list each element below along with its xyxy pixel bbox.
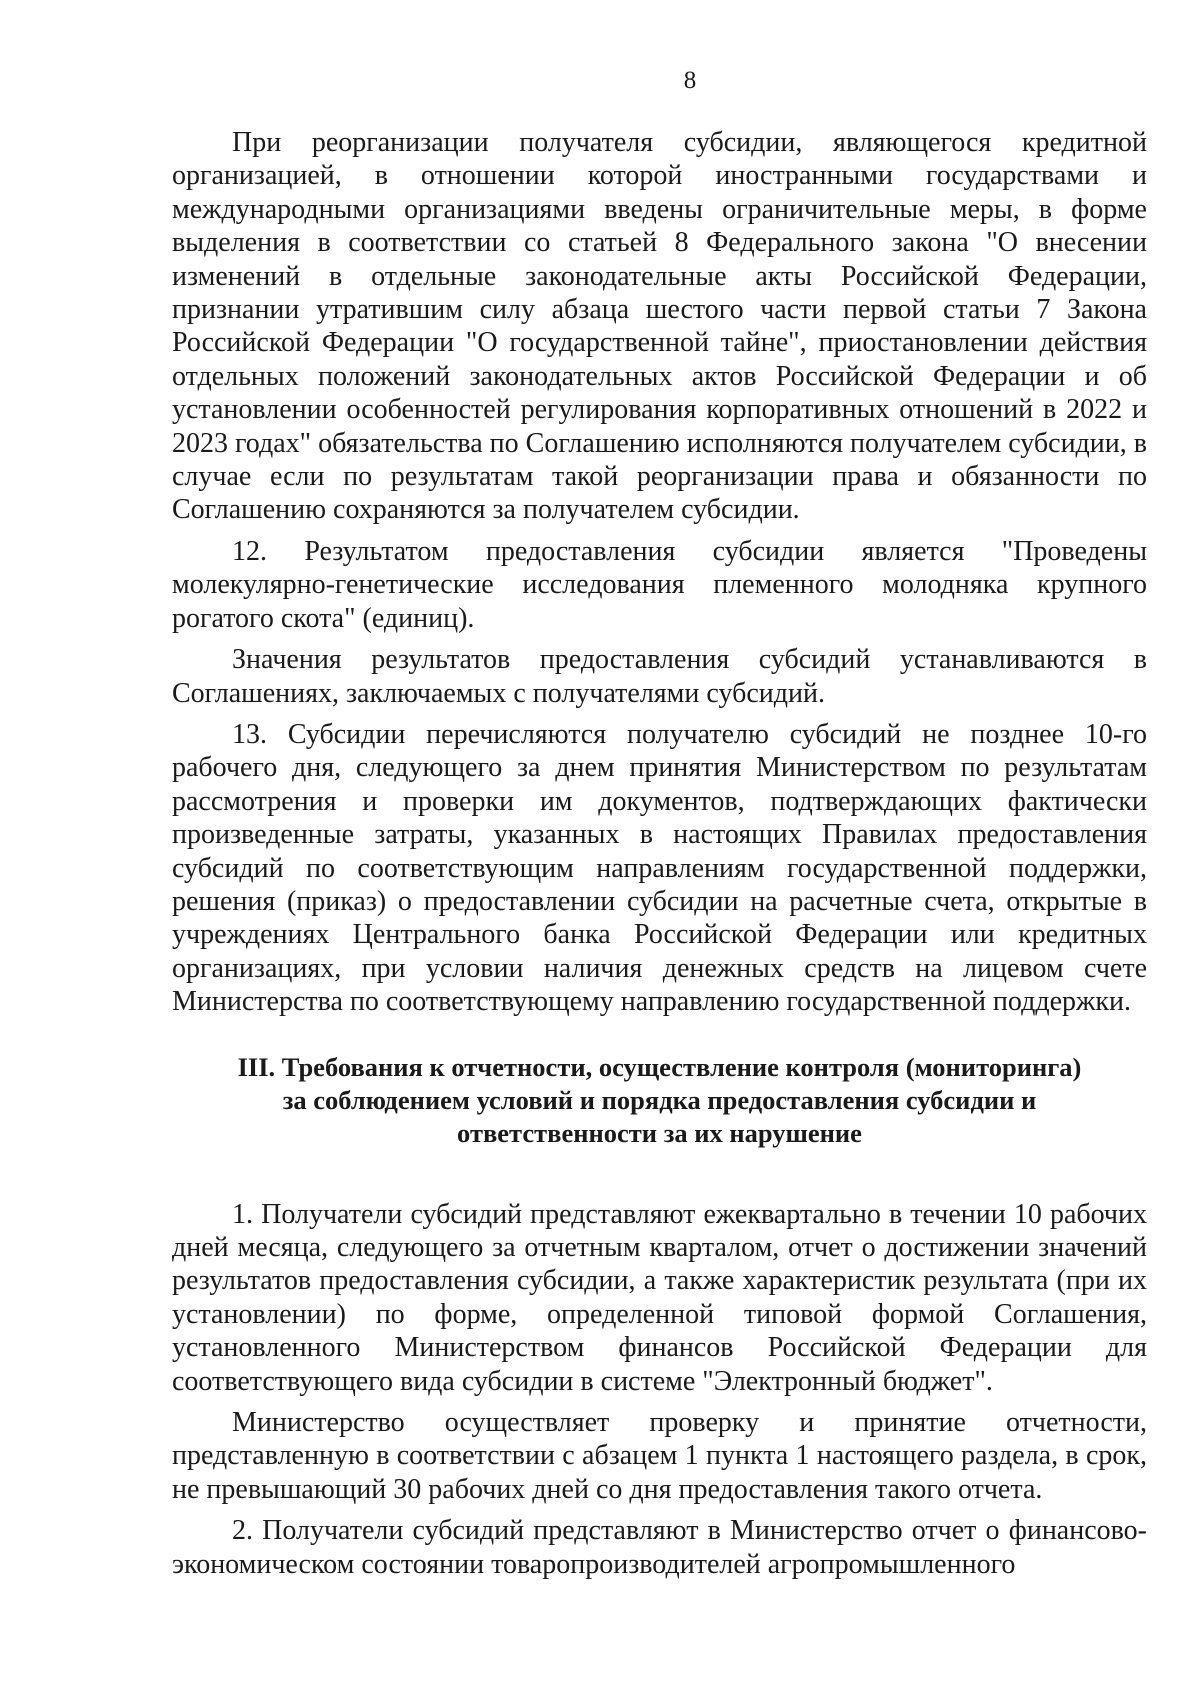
section-heading-line-1: III. Требования к отчетности, осуществление контроля (мониторинга) [237, 1051, 1082, 1082]
paragraph-2-financial-report: 2. Получатели субсидий представляют в Министерство отчет о финансово-экономическом состоянии товаропроизводителей агропромышленного [172, 1515, 1147, 1580]
page-number: 8 [683, 67, 697, 94]
paragraph-12-result: 12. Результатом предоставления субсидии является "Проведены молекулярно-генетические исследования племенного молодняка крупного рогатого скота" (единиц). [172, 535, 1147, 634]
paragraph-ministry-check: Министерство осуществляет проверку и принятие отчетности, представленную в соответствии с абзацем 1 пункта 1 настоящего раздела, в срок, не превышающий 30 рабочих дней со дня предоставления такого отчета. [172, 1407, 1147, 1505]
section-heading [172, 1051, 1147, 1150]
paragraph-result-values: Значения результатов предоставления субсидий устанавливаются в Соглашениях, заключаемых с получателями субсидий. [172, 644, 1147, 709]
section-heading-line-3: ответственности за их нарушение [457, 1117, 862, 1148]
paragraph-1-reporting: 1. Получатели субсидий представляют ежеквартально в течении 10 рабочих дней месяца, следующего за отчетным кварталом, отчет о достижении значений результатов предоставления субсидии, а также характеристик результата (при их установлении) по форме, определенной типовой формой Соглашения, установленного Министерством финансов Российской Федерации для соответствующего вида субсидии в системе "Электронный бюджет". [172, 1198, 1147, 1397]
paragraph-reorganization: При реорганизации получателя субсидии, являющегося кредитной организацией, в отношении которой иностранными государствами и международными организациями введены ограничительные меры, в форме выделения в соответствии со статьей 8 Федерального закона "О внесении изменений в отдельные законодательные акты Российской Федерации, признании утратившим силу абзаца шестого части первой статьи 7 Закона Российской Федерации "О государственной тайне", приостановлении действия отдельных положений законодательных актов Российской Федерации и об установлении особенностей регулирования корпоративных отношений в 2022 и 2023 годах" обязательства по Соглашению исполняются получателем субсидии, в случае если по результатам такой реорганизации права и обязанности по Соглашению сохраняются за получателем субсидии. [172, 127, 1147, 526]
document-body [172, 126, 1147, 1581]
section-heading-line-2: за соблюдением условий и порядка предоставления субсидии и [282, 1084, 1037, 1115]
paragraph-13-transfer: 13. Субсидии перечисляются получателю субсидий не позднее 10-го рабочего дня, следующего за днем принятия Министерством по результатам рассмотрения и проверки им документов, подтверждающих фактически произведенные затраты, указанных в настоящих Правилах предоставления субсидий по соответствующим направлениям государственной поддержки, решения (приказ) о предоставлении субсидии на расчетные счета, открытые в учреждениях Центрального банка Российской Федерации или кредитных организациях, при условии наличия денежных средств на лицевом счете Министерства по соответствующему направлению государственной поддержки. [172, 718, 1147, 1018]
